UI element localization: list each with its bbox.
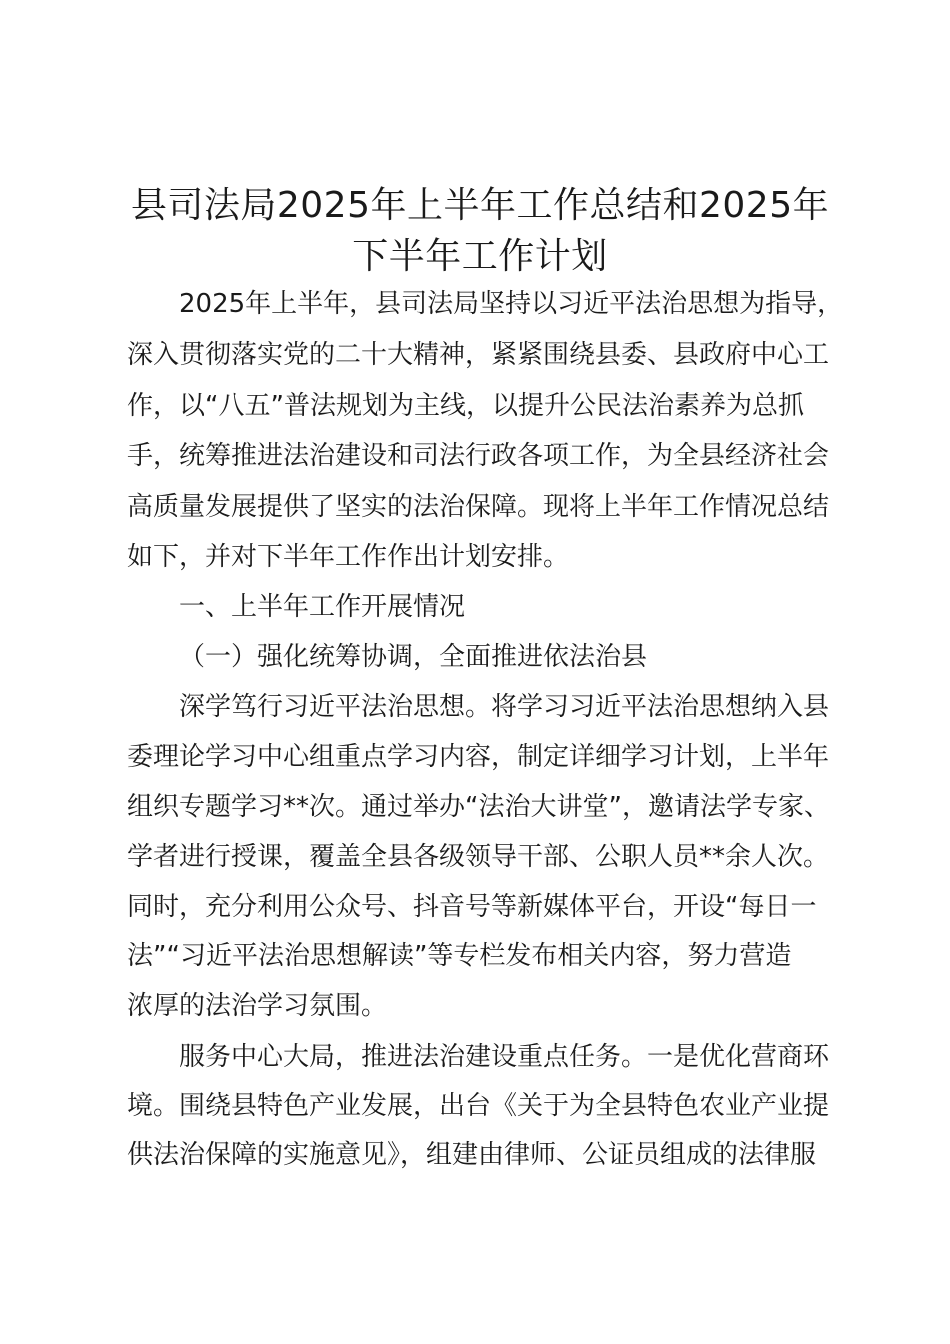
intro-line-3: 作，以“八五”普法规划为主线，以提升公民法治素养为总抓: [127, 391, 804, 421]
intro-line-4: 手，统筹推进法治建设和司法行政各项工作，为全县经济社会: [127, 441, 830, 471]
para1-line-6: 法”“习近平法治思想解读”等专栏发布相关内容，努力营造: [127, 941, 792, 971]
section-heading: 一、上半年工作开展情况: [179, 592, 466, 622]
para1-line-3: 组织专题学习**次。通过举办“法治大讲堂”，邀请法学专家、: [127, 792, 830, 822]
para2-line-1: 服务中心大局，推进法治建设重点任务。一是优化营商环: [179, 1042, 830, 1072]
document-title-line-1: 县司法局2025年上半年工作总结和2025年: [130, 185, 830, 226]
para1-line-4: 学者进行授课，覆盖全县各级领导干部、公职人员**余人次。: [127, 842, 830, 872]
intro-line-1: 2025年上半年，县司法局坚持以习近平法治思想为指导，: [179, 289, 844, 319]
intro-line-2: 深入贯彻落实党的二十大精神，紧紧围绕县委、县政府中心工: [127, 340, 830, 370]
para1-line-5: 同时，充分利用公众号、抖音号等新媒体平台，开设“每日一: [127, 892, 817, 922]
intro-line-6: 如下，并对下半年工作作出计划安排。: [127, 542, 570, 572]
para1-line-7: 浓厚的法治学习氛围。: [127, 991, 388, 1021]
intro-line-5: 高质量发展提供了坚实的法治保障。现将上半年工作情况总结: [127, 492, 830, 522]
para2-line-3: 供法治保障的实施意见》，组建由律师、公证员组成的法律服: [127, 1140, 817, 1170]
subsection-heading: （一）强化统筹协调，全面推进依法治县: [179, 642, 648, 672]
document-title-line-2: 下半年工作计划: [352, 236, 608, 277]
para1-line-1: 深学笃行习近平法治思想。将学习习近平法治思想纳入县: [179, 692, 830, 722]
para2-line-2: 境。围绕县特色产业发展，出台《关于为全县特色农业产业提: [127, 1091, 830, 1121]
para1-line-2: 委理论学习中心组重点学习内容，制定详细学习计划，上半年: [127, 742, 830, 772]
